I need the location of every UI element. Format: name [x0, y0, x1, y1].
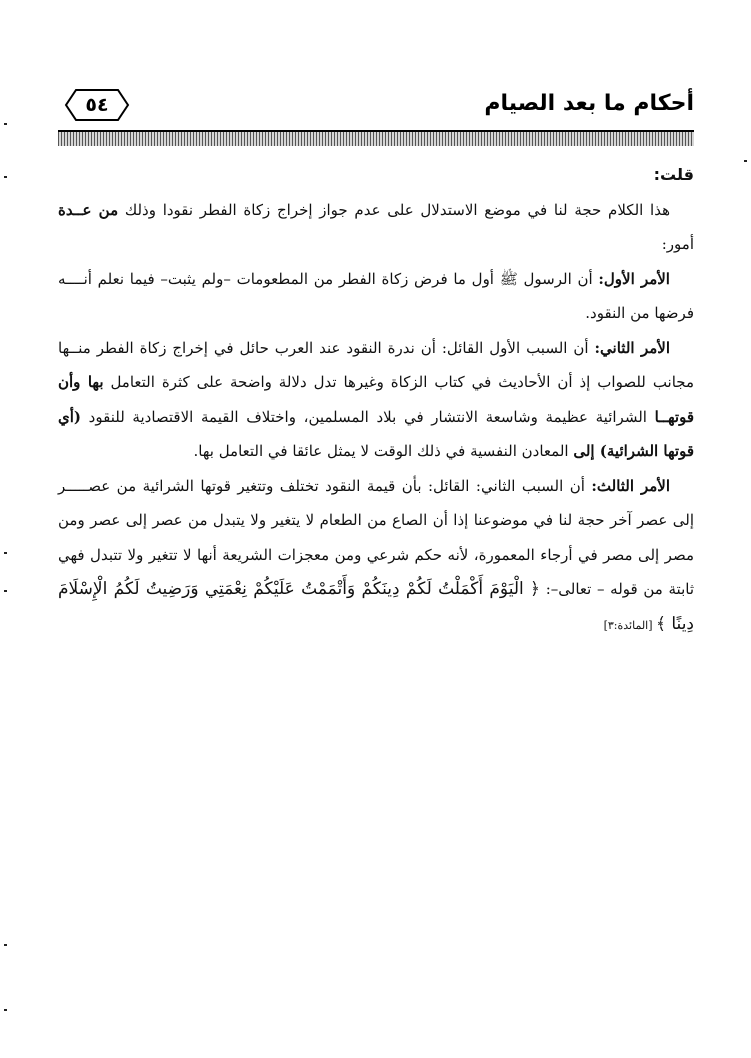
left-margin-mark	[4, 590, 7, 592]
intro-paragraph	[58, 193, 694, 262]
second-point-text: الشرائية عظيمة وشاسعة الانتشار في بلاد المسلمين، واختلاف القيمة الاقتصادية للنقود	[81, 407, 655, 426]
second-point-bold: (أي قوتها الشرائية) إلى	[58, 407, 694, 460]
quran-verse: ﴿ الْيَوْمَ أَكْمَلْتُ لَكُمْ دِينَكُمْ وَأَتْمَمْتُ عَلَيْكُمْ نِعْمَتِي وَرَضِيتُ لَكُمُ الْإِسْلَامَ دِينًا ﴾	[58, 579, 694, 634]
second-point-paragraph	[58, 331, 694, 469]
second-point-bold: بها وأن قوتهــا	[58, 373, 694, 426]
intro-text: هذا الكلام حجة لنا في موضع الاستدلال على عدم جواز إخراج زكاة الفطر نقودا وذلك	[118, 200, 670, 219]
left-margin-mark	[4, 1009, 7, 1011]
qult-label: قلت:	[653, 165, 694, 184]
second-point-text: أن السبب الأول القائل: أن ندرة النقود عند العرب حائل في إخراج زكاة الفطر منــها مجانب للصواب إذ أن الأحاديث في كتاب الزكاة وغيرها تدل دلالة واضحة على كثرة التعامل	[58, 338, 695, 391]
first-point-paragraph	[58, 262, 694, 331]
first-point-label: الأمر الأول:	[598, 269, 670, 288]
left-margin-mark	[4, 176, 7, 178]
running-head: أحكام ما بعد الصيام	[484, 91, 694, 116]
left-margin-mark	[4, 552, 7, 554]
page-number-badge	[64, 88, 130, 122]
page-body	[58, 158, 694, 643]
page-number: ٥٤	[85, 94, 109, 116]
third-point-paragraph	[58, 469, 694, 644]
first-point-text: أن الرسول ﷺ أول ما فرض زكاة الفطر من المطعومات –ولم يثبت– فيما نعلم أنــــه فرضها من النقود.	[58, 269, 694, 322]
intro-text-end: أمور:	[661, 235, 694, 253]
left-margin-mark	[4, 944, 7, 946]
left-margin-mark	[4, 123, 7, 125]
qult-heading	[58, 158, 694, 193]
third-point-text: أن السبب الثاني: القائل: بأن قيمة النقود تختلف وتتغير قوتها الشرائية من عصـــــر إلى عصر آخر حجة لنا في موضوعنا إذا أن الصاع من الطعام لا يتغير ولا يتبدل من عصر إلى عصر ومن مصر إلى مصر في أرجاء المعمورة، لأنه حكم شرعي ومن معجزات الشريعة أنها لا تتغير ولا تتبدل فهي ثابتة من قوله – تعالى–:	[58, 476, 694, 598]
second-point-label: الأمر الثاني:	[594, 338, 670, 357]
page-header	[58, 84, 694, 128]
third-point-label: الأمر الثالث:	[591, 476, 670, 495]
right-margin-mark	[744, 160, 747, 162]
quran-reference: [المائدة:٣]	[603, 618, 657, 632]
header-rule	[58, 130, 694, 146]
second-point-text: المعادن النفسية في ذلك الوقت لا يمثل عائقا في التعامل بها.	[193, 442, 574, 460]
intro-bold: من عــدة	[58, 200, 119, 219]
